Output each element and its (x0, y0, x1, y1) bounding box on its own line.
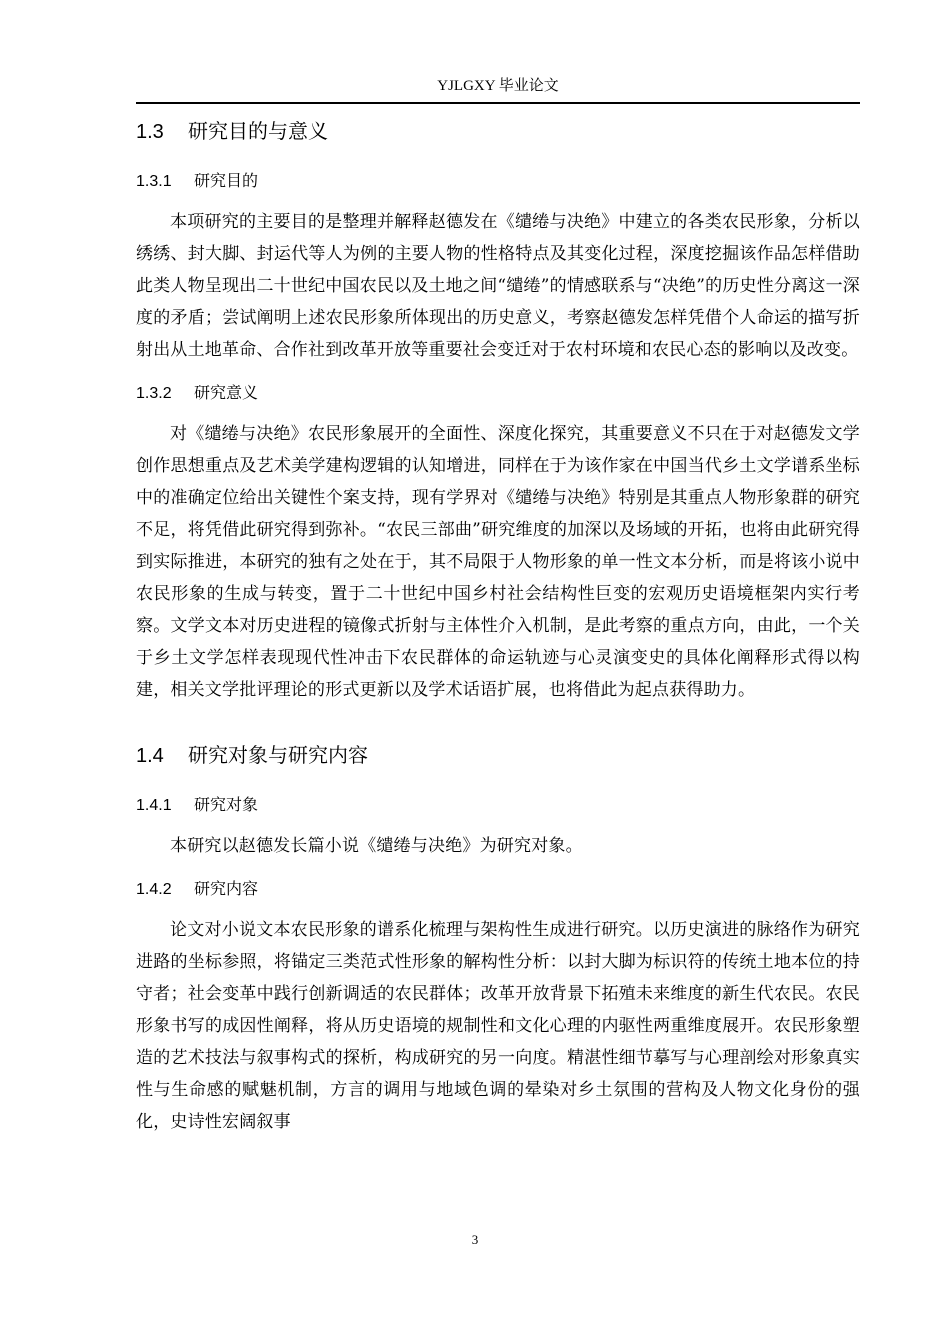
paragraph-research-content: 论文对小说文本农民形象的谱系化梳理与架构性生成进行研究。以历史演进的脉络作为研究进路的坐标参照，将锚定三类范式性形象的解构性分析：以封大脚为标识符的传统土地本位的持守者；社会变革中践行创新调适的农民群体；改革开放背景下拓殖未来维度的新生代农民。农民形象书写的成因性阐释，将从历史语境的规制性和文化心理的内驱性两重维度展开。农民形象塑造的艺术技法与叙事构式的探析，构成研究的另一向度。精湛性细节摹写与心理剖绘对形象真实性与生命感的赋魅机制，方言的调用与地域色调的晕染对乡土氛围的营构及人物文化身份的强化，史诗性宏阔叙事 (136, 920, 860, 1132)
paragraph-research-significance: 对《缱绻与决绝》农民形象展开的全面性、深度化探究，其重要意义不只在于对赵德发文学创作思想重点及艺术美学建构逻辑的认知增进，同样在于为该作家在中国当代乡土文学谱系坐标中的准确定位给出关键性个案支持，现有学界对《缱绻与决绝》特别是其重点人物形象群的研究不足，将凭借此研究得到弥补。“农民三部曲”研究维度的加深以及场域的开拓，也将由此研究得到实际推进，本研究的独有之处在于，其不局限于人物形象的单一性文本分析，而是将该小说中农民形象的生成与转变，置于二十世纪中国乡村社会结构性巨变的宏观历史语境框架内实行考察。文学文本对历史进程的镜像式折射与主体性介入机制，是此考察的重点方向，由此，一个关于乡土文学怎样表现现代性冲击下农民群体的命运轨迹与心灵演变史的具体化阐释形式得以构建，相关文学批评理论的形式更新以及学术话语扩展，也将借此为起点获得助力。 (136, 424, 860, 700)
subsection-title: 研究对象 (194, 797, 259, 814)
section-heading-1-3 (136, 112, 860, 152)
paragraph-research-object: 本研究以赵德发长篇小说《缱绻与决绝》为研究对象。 (170, 836, 583, 856)
section-number: 1.4 (136, 745, 164, 767)
subsection-title: 研究内容 (194, 881, 259, 898)
subsection-heading-1-3-1 (136, 168, 860, 196)
subsection-heading-1-4-1 (136, 792, 860, 820)
subsection-number: 1.4.1 (136, 797, 172, 814)
section-number: 1.3 (136, 121, 164, 143)
subsection-number: 1.3.1 (136, 173, 172, 190)
subsection-number: 1.4.2 (136, 881, 172, 898)
paragraph-research-purpose: 本项研究的主要目的是整理并解释赵德发在《缱绻与决绝》中建立的各类农民形象，分析以绣绣、封大脚、封运代等人为例的主要人物的性格特点及其变化过程，深度挖掘该作品怎样借助此类人物呈现出二十世纪中国农民以及土地之间“缱绻”的情感联系与“决绝”的历史性分离这一深度的矛盾；尝试阐明上述农民形象所体现出的历史意义，考察赵德发怎样凭借个人命运的描写折射出从土地革命、合作社到改革开放等重要社会变迁对于农村环境和农民心态的影响以及改变。 (136, 212, 860, 360)
subsection-heading-1-4-2 (136, 876, 860, 904)
section-title: 研究目的与意义 (188, 121, 328, 143)
document-body (136, 112, 860, 1138)
header-title: YJLGXY 毕业论文 (437, 78, 559, 94)
subsection-number: 1.3.2 (136, 385, 172, 402)
subsection-title: 研究意义 (194, 385, 259, 402)
page-number: 3 (471, 1232, 479, 1247)
subsection-title: 研究目的 (194, 173, 259, 190)
page-header (136, 74, 860, 104)
section-heading-1-4 (136, 736, 860, 776)
section-title: 研究对象与研究内容 (188, 745, 368, 767)
subsection-heading-1-3-2 (136, 380, 860, 408)
